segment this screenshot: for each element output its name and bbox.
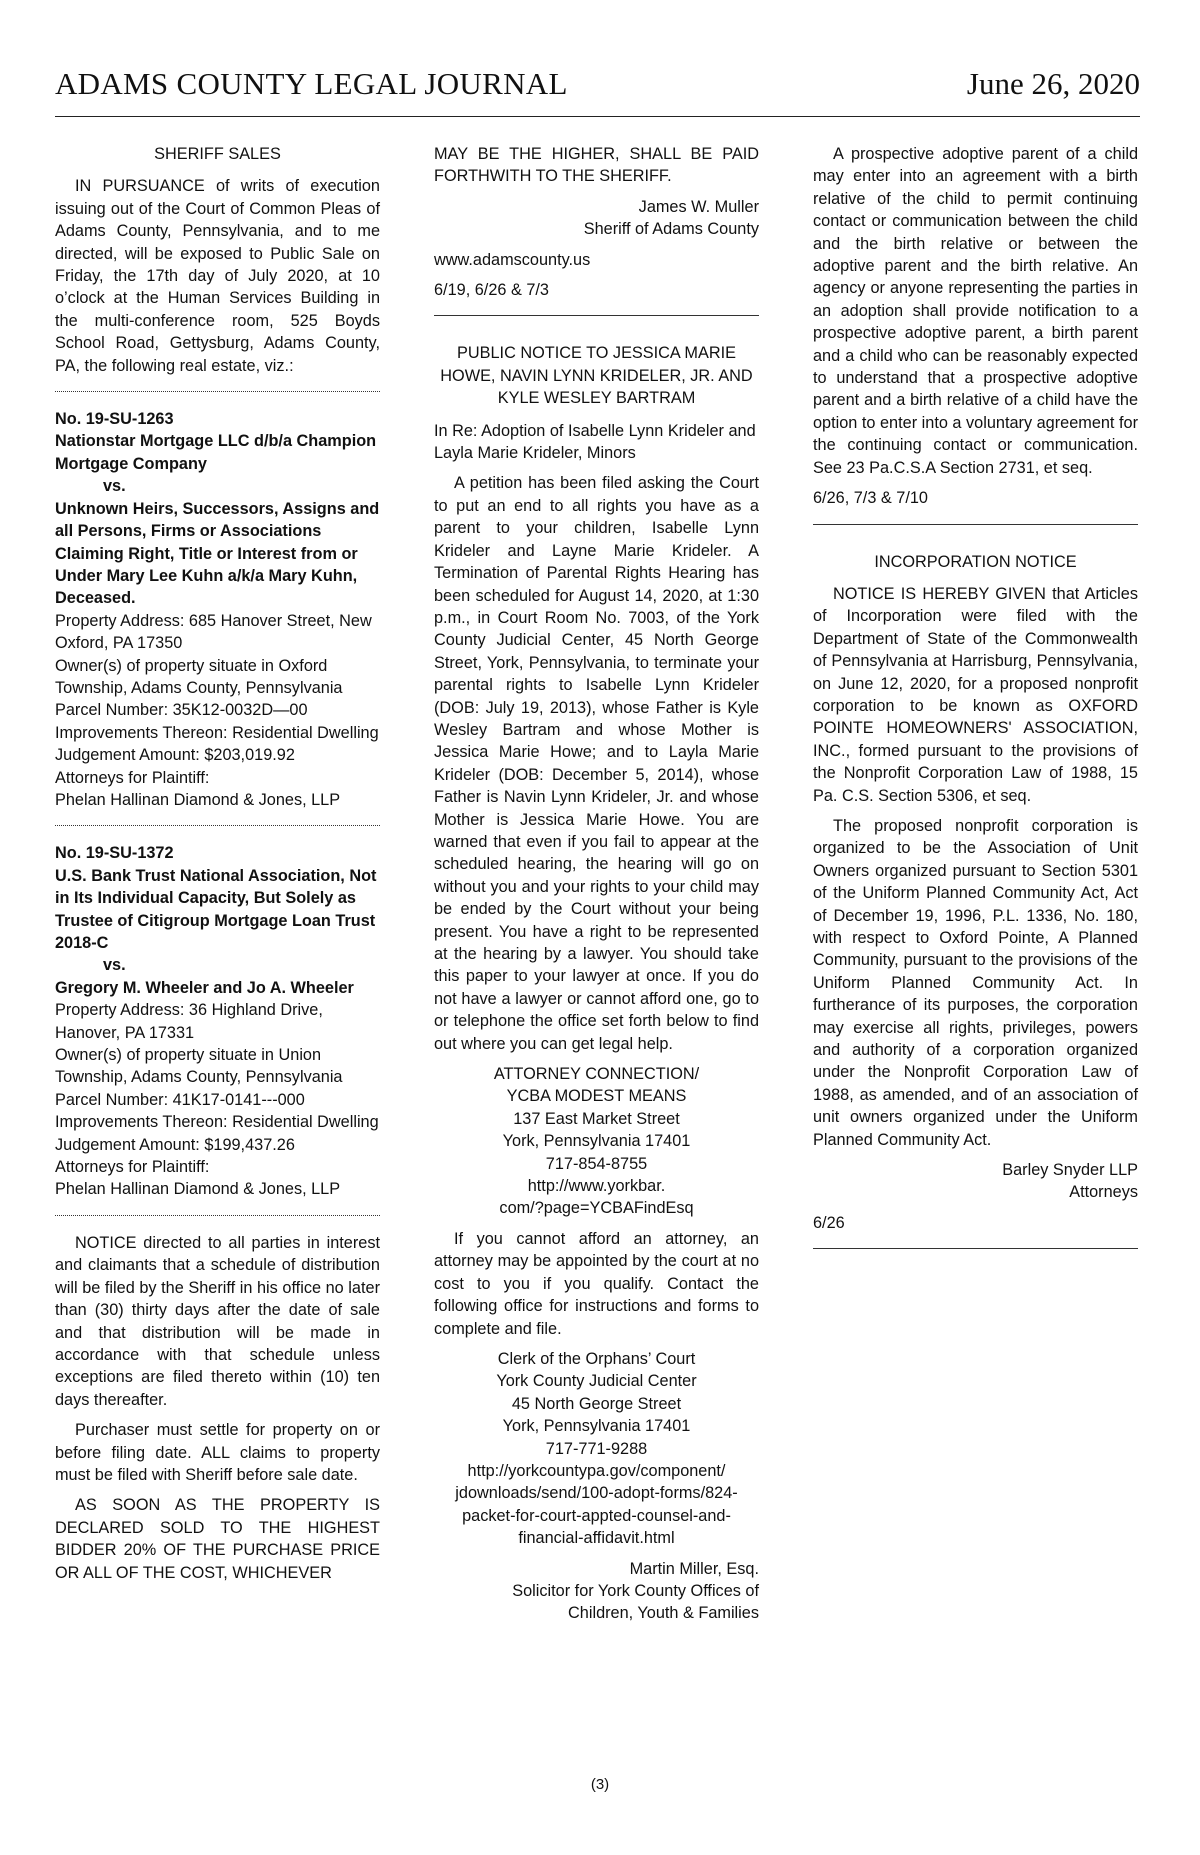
adoptive-body: A prospective adoptive parent of a child may enter into an agreement with a birth relative of the child to permit continuing contact or communication between the child and the birth relative or between the adoptive parent and the birth relative. An agency or anyone representing the parties in an adoption shall provide notification to a prospective adoptive parent, a birth parent and a child who can be reasonably expected to understand that a prospective adoptive parent and a birth relative of a child have the option to enter into a voluntary agreement for the continuing contact or communication. See 23 Pa.C.S.A Section 2731, et seq. [813, 145, 1138, 477]
property-address: Property Address: 36 Highland Drive, Hanover, PA 17331 [55, 1001, 323, 1042]
public-notice-title: PUBLIC NOTICE TO JESSICA MARIE HOWE, NAVIN LYNN KRIDELER, JR. AND KYLE WESLEY BARTRAM [440, 344, 753, 408]
incorporation-dates: 6/26 [813, 1213, 845, 1232]
sheriff-website[interactable]: www.adamscounty.us [434, 250, 591, 269]
sheriff-intro: IN PURSUANCE of writs of execution issuing out of the Court of Common Pleas of Adams County, Pennsylvania, and to me directed, will be exposed to Public Sale on Friday, the 17th day of July 2020, at 10 o’clock at the Human Services Building in the multi-conference room, 525 Boyds School Road, Gettysburg, Adams County, PA, the following real estate, viz.: [55, 177, 380, 375]
clerk-line: 717-771-9288 [545, 1439, 648, 1458]
solid-divider [813, 1248, 1138, 1249]
judgement-amount: Judgement Amount: $203,019.92 [55, 746, 295, 765]
clerk-link[interactable]: packet-for-court-appted-counsel-and- [462, 1506, 731, 1525]
attorney-connection-link[interactable]: http://www.yorkbar. [527, 1177, 666, 1196]
solicitor-name: Martin Miller, Esq. [629, 1559, 759, 1578]
sheriff-signer-title: Sheriff of Adams County [583, 220, 759, 239]
solid-divider [434, 315, 759, 316]
sold-notice-part2: MAY BE THE HIGHER, SHALL BE PAID FORTHWITH TO THE SHERIFF. [434, 145, 759, 186]
case-vs: vs. [103, 477, 126, 496]
clerk-line: Clerk of the Orphans’ Court [497, 1349, 696, 1368]
journal-title: ADAMS COUNTY LEGAL JOURNAL [55, 66, 568, 101]
clerk-link[interactable]: http://yorkcountypa.gov/component/ [467, 1461, 726, 1480]
attorney-connection-line: York, Pennsylvania 17401 [502, 1132, 691, 1151]
attorneys-label: Attorneys for Plaintiff: [55, 768, 210, 787]
improvements: Improvements Thereon: Residential Dwelling [55, 723, 379, 742]
sold-notice-part1: AS SOON AS THE PROPERTY IS DECLARED SOLD TO THE HIGHEST BIDDER 20% OF THE PURCHASE PRICE OR ALL OF THE COST, WHICHEVER [55, 1496, 380, 1582]
column-3 [813, 143, 1138, 1275]
purchaser-notice: Purchaser must settle for property on or before filing date. ALL claims to property must be filed with Sheriff before sale date. [55, 1421, 380, 1484]
case-defendant: Gregory M. Wheeler and Jo A. Wheeler [55, 978, 354, 997]
clerk-line: York, Pennsylvania 17401 [502, 1417, 691, 1436]
issue-date: June 26, 2020 [966, 66, 1140, 101]
case-plaintiff: U.S. Bank Trust National Association, Not in Its Individual Capacity, But Solely as Trustee of Citigroup Mortgage Loan Trust 2018-C [55, 866, 377, 952]
attorney-connection-line: 137 East Market Street [513, 1109, 680, 1128]
incorporation-signer-title: Attorneys [1069, 1183, 1138, 1202]
attorney-connection-line: 717-854-8755 [545, 1154, 648, 1173]
column-2 [434, 143, 759, 1625]
sheriff-signer-name: James W. Muller [638, 197, 759, 216]
incorporation-body-2: The proposed nonprofit corporation is organized to be the Association of Unit Owners organized pursuant to Section 5301 of the Uniform Planned Community Act, Act of December 19, 1996, P.L. 1336, No. 180, with respect to Oxford Pointe, A Planned Community, pursuant to the provisions of the Uniform Planned Community Act. In furtherance of its purposes, the corporation may exercise all rights, privileges, powers and authority of a corporation organized under the Nonprofit Corporation Law of 1988, as amended, and of an association of unit owners organized under the Uniform Planned Community Act. [813, 816, 1138, 1149]
case-defendant: Unknown Heirs, Successors, Assigns and all Persons, Firms or Associations Claiming Right, Title or Interest from or Under Mary Lee Kuhn a/k/a Mary Kuhn, Deceased. [55, 499, 380, 608]
afford-attorney-notice: If you cannot afford an attorney, an attorney may be appointed by the court at no cost to you if you qualify. Contact the following office for instructions and forms to complete and file. [434, 1229, 759, 1338]
clerk-block [434, 1348, 759, 1550]
incorporation-title: INCORPORATION NOTICE [874, 552, 1077, 571]
adoptive-dates: 6/26, 7/3 & 7/10 [813, 489, 928, 508]
attorneys-name: Phelan Hallinan Diamond & Jones, LLP [55, 790, 341, 809]
public-notice-body: A petition has been filed asking the Court to put an end to all rights you have as a parent to your children, Isabelle Lynn Krideler and Layne Marie Krideler. A Termination of Parental Rights Hearing has been scheduled for August 14, 2020, at 1:30 p.m., in Court Room No. 7003, of the York County Judicial Center, 45 North George Street, York, Pennsylvania, to terminate your parental rights to Isabelle Lynn Krideler (DOB: July 19, 2013), whose Father is Kyle Wesley Bartram and whose Mother is Jessica Marie Howe; and to Layla Marie Krideler (DOB: December 5, 2014), whose Father is Navin Lynn Krideler, Jr. and whose Mother is Jessica Marie Howe. You are warned that even if you fail to appear at the scheduled hearing, the hearing will go on without you and your rights to your child may be ended by the Court without your being present. You have a right to be represented at the hearing by a lawyer. You should take this paper to your lawyer at once. If you do not have a lawyer or cannot afford one, go to or telephone the office set forth below to find out where you can get legal help. [434, 474, 759, 1053]
case-number: No. 19-SU-1263 [55, 410, 174, 429]
parcel-number: Parcel Number: 41K17-0141---000 [55, 1090, 305, 1109]
clerk-link[interactable]: financial-affidavit.html [518, 1529, 675, 1548]
attorney-connection-line: ATTORNEY CONNECTION/ [493, 1065, 700, 1084]
clerk-line: 45 North George Street [511, 1394, 682, 1413]
parcel-number: Parcel Number: 35K12-0032D—00 [55, 701, 308, 720]
page-header [55, 66, 1140, 117]
page-number: (3) [590, 1776, 610, 1793]
sheriff-sales-title: SHERIFF SALES [154, 145, 281, 163]
attorneys-name: Phelan Hallinan Diamond & Jones, LLP [55, 1180, 341, 1199]
property-owner: Owner(s) of property situate in Oxford Township, Adams County, Pennsylvania [55, 656, 343, 697]
incorporation-signer-name: Barley Snyder LLP [1002, 1161, 1138, 1180]
property-owner: Owner(s) of property situate in Union Township, Adams County, Pennsylvania [55, 1046, 343, 1087]
clerk-link[interactable]: jdownloads/send/100-adopt-forms/824- [455, 1484, 738, 1503]
dotted-divider [55, 1215, 380, 1216]
improvements: Improvements Thereon: Residential Dwelling [55, 1113, 379, 1132]
distribution-notice: NOTICE directed to all parties in interest and claimants that a schedule of distribution will be filed by the Sheriff in his office no later than (30) thirty days after the date of sale and that distribution will be made in accordance with that schedule unless exceptions are filed thereto within (10) ten days thereafter. [55, 1233, 380, 1409]
case-1 [55, 408, 380, 811]
attorney-connection-line: YCBA MODEST MEANS [506, 1087, 687, 1106]
case-2 [55, 842, 380, 1201]
column-1 [55, 143, 380, 1592]
case-vs: vs. [103, 956, 126, 975]
dotted-divider [55, 391, 380, 392]
attorney-connection-link[interactable]: com/?page=YCBAFindEsq [499, 1199, 694, 1218]
in-re: In Re: Adoption of Isabelle Lynn Krideler and Layla Marie Krideler, Minors [434, 421, 756, 463]
solicitor-title: Children, Youth & Families [568, 1604, 759, 1623]
dotted-divider [55, 825, 380, 826]
attorney-connection-block [434, 1063, 759, 1220]
judgement-amount: Judgement Amount: $199,437.26 [55, 1135, 295, 1154]
incorporation-body-1: NOTICE IS HEREBY GIVEN that Articles of Incorporation were filed with the Department of State of the Commonwealth of Pennsylvania at Harrisburg, Pennsylvania, on June 12, 2020, for a proposed nonprofit corporation to be known as OXFORD POINTE HOMEOWNERS' ASSOCIATION, INC., formed pursuant to the provisions of the Nonprofit Corporation Law of 1988, 15 Pa. C.S. Section 5306, et seq. [813, 584, 1138, 805]
solicitor-title: Solicitor for York County Offices of [512, 1581, 759, 1600]
case-number: No. 19-SU-1372 [55, 844, 174, 863]
solid-divider [813, 524, 1138, 525]
property-address: Property Address: 685 Hanover Street, New Oxford, PA 17350 [55, 611, 372, 653]
case-plaintiff: Nationstar Mortgage LLC d/b/a Champion Mortgage Company [55, 432, 377, 473]
attorneys-label: Attorneys for Plaintiff: [55, 1158, 210, 1177]
clerk-line: York County Judicial Center [496, 1372, 697, 1391]
sheriff-dates: 6/19, 6/26 & 7/3 [434, 281, 549, 300]
